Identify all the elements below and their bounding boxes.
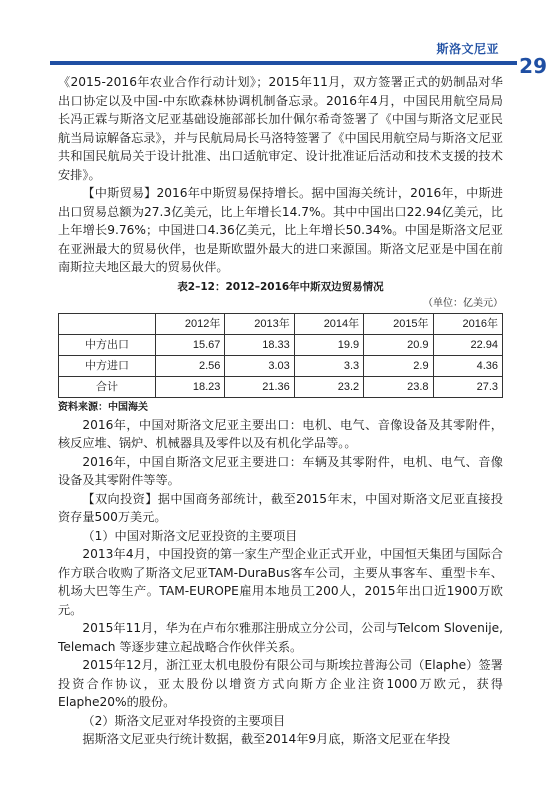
table-row [59,334,503,355]
page-content [58,73,503,749]
page-number: 29 [519,54,547,78]
running-header-title: 斯洛文尼亚 [436,42,499,56]
table-source-note: 资料来源：中国海关 [58,401,148,413]
table-cell: 3.03 [225,355,294,376]
paragraph-huawei: 2015年11月，华为在卢布尔雅那注册成立分公司，公司与Telcom Slovenije, Telemach 等逐步建立起战略合作伙伴关系。 [58,621,503,654]
table-cell: 4.36 [433,355,502,376]
table-row-label: 合计 [59,376,156,397]
table-row-label: 中方进口 [59,355,156,376]
table-cell: 18.23 [156,376,225,397]
table-header-cell: 2012年 [156,313,225,334]
table-unit: （单位：亿美元） [423,297,503,309]
subheading-slovenia-investment: （2）斯洛文尼亚对华投资的主要项目 [82,713,286,728]
table-cell: 23.8 [364,376,433,397]
paragraph-slovenia-investment: 据斯洛文尼亚央行统计数据，截至2014年9月底，斯洛文尼亚在华投 [82,732,451,746]
table-row-label: 中方出口 [59,334,156,355]
header-rule [50,61,517,65]
section-tag-trade: 【中斯贸易】 [82,186,157,200]
paragraph-elaphe: 2015年12月，浙江亚太机电股份有限公司与斯埃拉普海公司（Elaphe）签署投资合作协议，亚太股份以增资方式向斯方企业注资1000万欧元，获得Elaphe20%的股份。 [58,658,503,709]
table-header-cell: 2015年 [364,313,433,334]
table-cell: 3.3 [294,355,363,376]
table-cell: 15.67 [156,334,225,355]
table-header-cell: 2016年 [433,313,502,334]
paragraph-investment-text: 据中国商务部统计，截至2015年末，中国对斯洛文尼亚直接投资存量500万美元。 [58,491,503,524]
table-cell: 27.3 [433,376,502,397]
trade-table [58,313,503,398]
table-cell: 21.36 [225,376,294,397]
paragraph-hengtian: 2013年4月，中国投资的第一家生产型企业正式开业，中国恒天集团与国际合作方联合收购了斯洛文尼亚TAM-DuraBus客车公司，主要从事客车、重型卡车、机场大巴等生产。TAM-EUROPE雇用本地员工200人，2015年出口近1900万欧元。 [58,547,503,617]
table-cell: 19.9 [294,334,363,355]
table-row-total [59,376,503,397]
section-tag-investment: 【双向投资】 [82,491,158,506]
table-header-cell: 2013年 [225,313,294,334]
subheading-china-investment: （1）中国对斯洛文尼亚投资的主要项目 [82,528,298,543]
table-cell: 2.56 [156,355,225,376]
table-title: 表2–12：2012–2016年中斯双边贸易情况 [177,280,384,293]
table-cell: 20.9 [364,334,433,355]
paragraph-agreements: 《2015-2016年农业合作行动计划》；2015年11月，双方签署正式的奶制品对华出口协定以及中国-中东欧森林协调机制备忘录。2016年4月，中国民用航空局局长冯正霖与斯洛文尼亚基础设施部部长加什佩尔希奇签署了《中国与斯洛文尼亚民航当局谅解备忘录》，并与民航局局长马洛特签署了《中国民用航空局与斯洛文尼亚共和国民航局关于设计批准、出口适航审定、设计批准证后活动和技术支援的技术安排》。 [58,75,503,182]
table-cell: 2.9 [364,355,433,376]
table-cell: 23.2 [294,376,363,397]
paragraph-trade-text: 2016年中斯贸易保持增长。据中国海关统计，2016年，中斯进出口贸易总额为27.3亿美元，比上年增长14.7%。其中中国出口22.94亿美元，比上年增长9.76%；中国进口4.36亿美元，比上年增长50.34%。中国是斯洛文尼亚在亚洲最大的贸易伙伴，也是斯欧盟外最大的进口来源国。斯洛文尼亚是中国在前南斯拉夫地区最大的贸易伙伴。 [58,186,503,274]
table-cell: 18.33 [225,334,294,355]
paragraph-investment [58,490,503,527]
table-header-row [59,313,503,334]
table-header-cell: 2014年 [294,313,363,334]
table-header-cell [59,313,156,334]
paragraph-imports: 2016年，中国自斯洛文尼亚主要进口：车辆及其零附件，电机、电气、音像设备及其零附件等等。 [58,454,503,487]
table-row [59,355,503,376]
paragraph-trade [58,184,503,277]
paragraph-exports: 2016年，中国对斯洛文尼亚主要出口：电机、电气、音像设备及其零附件，核反应堆、锅炉、机械器具及零件以及有机化学品等。。 [58,417,503,450]
table-cell: 22.94 [433,334,502,355]
